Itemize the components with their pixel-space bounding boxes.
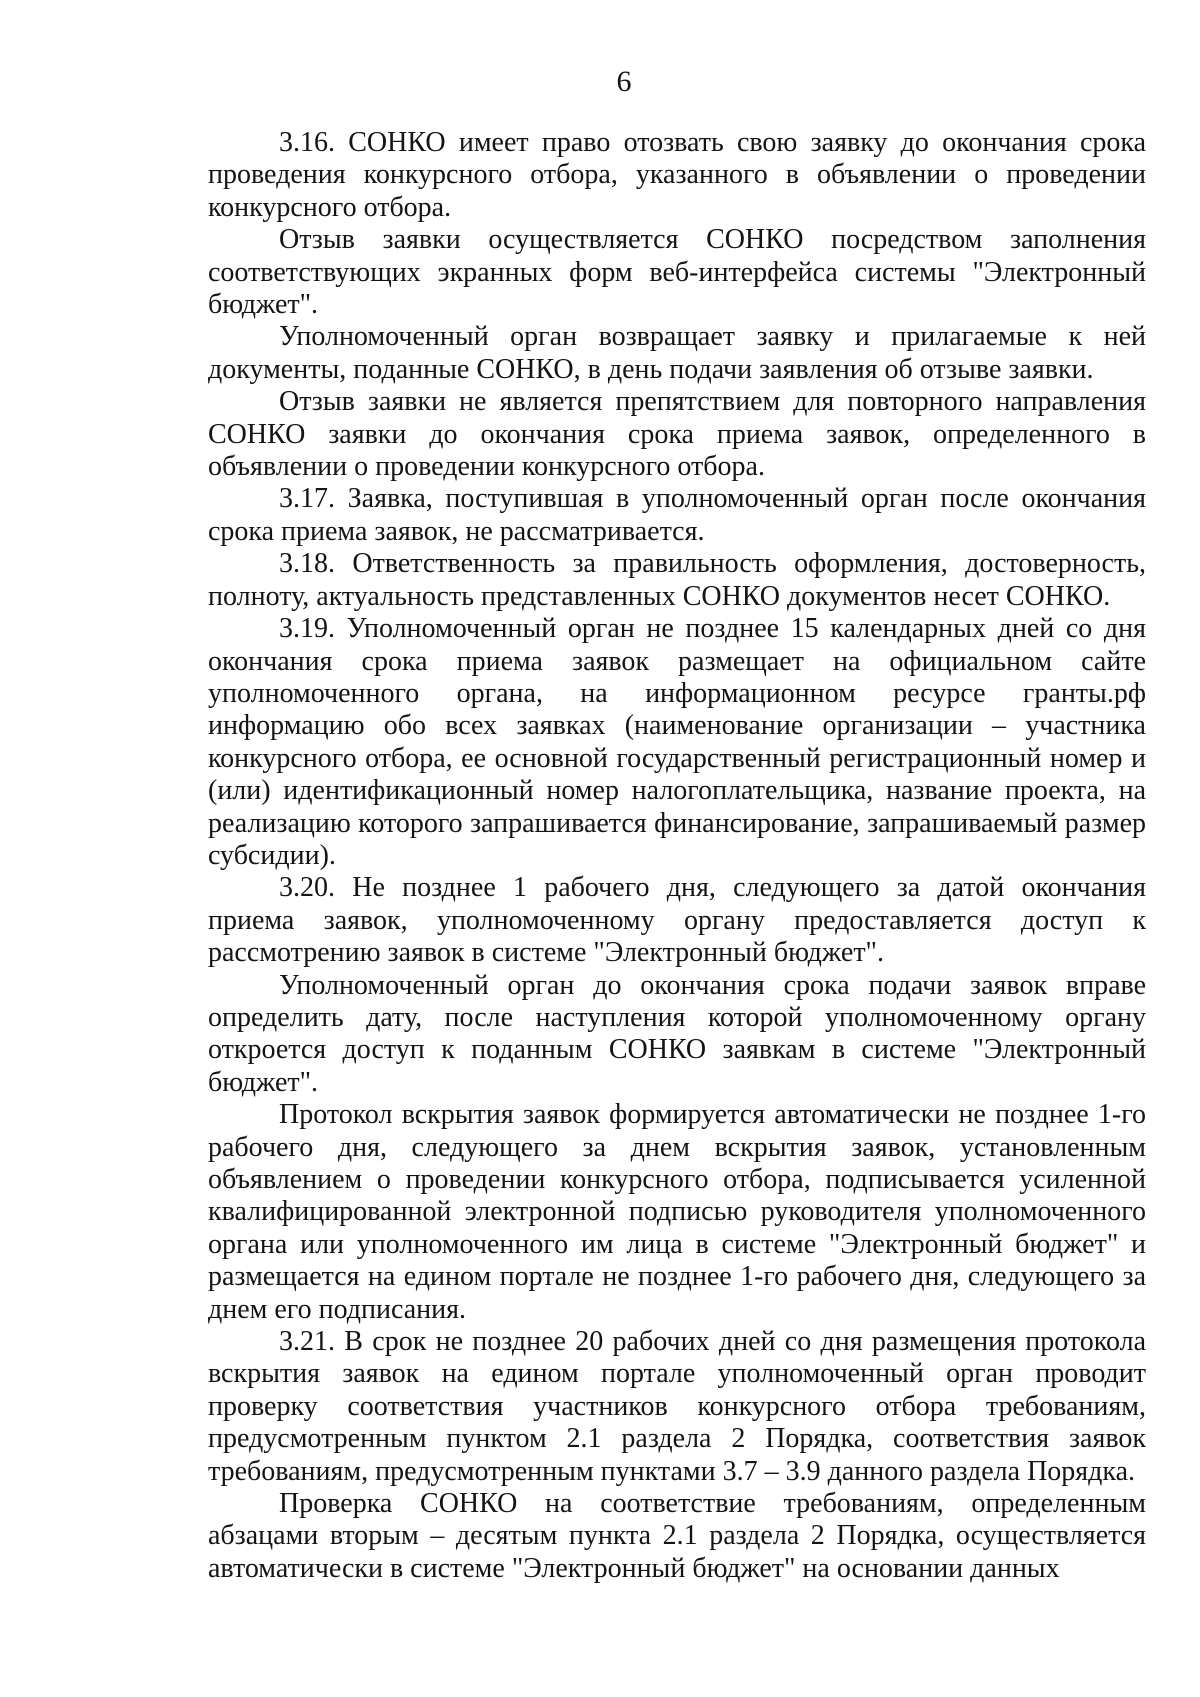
paragraph-3-17: 3.17. Заявка, поступившая в уполномоченный орган после окончания срока приема заявок, не рассматривается.: [208, 483, 1146, 547]
paragraph-return-of-application: Уполномоченный орган возвращает заявку и прилагаемые к ней документы, поданные СОНКО, в день подачи заявления об отзыве заявки.: [208, 321, 1146, 385]
paragraph-3-19: 3.19. Уполномоченный орган не позднее 15 календарных дней со дня окончания срока приема заявок размещает на официальном сайте уполномоченного органа, на информационном ресурсе гранты.рф информацию обо всех заявках (наименование организации – участника конкурсного отбора, ее основной государственный регистрационный номер и (или) идентификационный номер налогоплательщика, название проекта, на реализацию которого запрашивается финансирование, запрашиваемый размер субсидии).: [208, 613, 1146, 871]
paragraph-resubmission: Отзыв заявки не является препятствием для повторного направления СОНКО заявки до окончания срока приема заявок, определенного в объявлении о проведении конкурсного отбора.: [208, 386, 1146, 483]
paragraph-3-21: 3.21. В срок не позднее 20 рабочих дней со дня размещения протокола вскрытия заявок на едином портале уполномоченный орган проводит проверку соответствия участников конкурсного отбора требованиям, предусмотренным пунктом 2.1 раздела 2 Порядка, соответствия заявок требованиям, предусмотренным пунктами 3.7 – 3.9 данного раздела Порядка.: [208, 1326, 1146, 1487]
paragraph-withdrawal-method: Отзыв заявки осуществляется СОНКО посредством заполнения соответствующих экранных форм веб-интерфейса системы "Электронный бюджет".: [208, 224, 1146, 321]
paragraph-3-20: 3.20. Не позднее 1 рабочего дня, следующего за датой окончания приема заявок, уполномоченному органу предоставляется доступ к рассмотрению заявок в системе "Электронный бюджет".: [208, 872, 1146, 969]
paragraph-3-16: 3.16. СОНКО имеет право отозвать свою заявку до окончания срока проведения конкурсного отбора, указанного в объявлении о проведении конкурсного отбора.: [208, 127, 1146, 223]
paragraph-3-18: 3.18. Ответственность за правильность оформления, достоверность, полноту, актуальность представленных СОНКО документов несет СОНКО.: [208, 548, 1146, 612]
paragraph-opening-protocol: Протокол вскрытия заявок формируется автоматически не позднее 1-го рабочего дня, следующего за днем вскрытия заявок, установленным объявлением о проведении конкурсного отбора, подписывается усиленной квалифицированной электронной подписью руководителя уполномоченного органа или уполномоченного им лица в системе "Электронный бюджет" и размещается на едином портале не позднее 1-го рабочего дня, следующего за днем его подписания.: [208, 1099, 1146, 1325]
paragraph-automatic-check: Проверка СОНКО на соответствие требованиям, определенным абзацами вторым – десятым пункта 2.1 раздела 2 Порядка, осуществляется автоматически в системе "Электронный бюджет" на основании данных: [208, 1488, 1146, 1584]
page-number: 6: [616, 65, 632, 98]
paragraph-access-date: Уполномоченный орган до окончания срока подачи заявок вправе определить дату, после наступления которой уполномоченному органу откроется доступ к поданным СОНКО заявкам в системе "Электронный бюджет".: [208, 969, 1146, 1098]
document-body: [208, 127, 1146, 1585]
